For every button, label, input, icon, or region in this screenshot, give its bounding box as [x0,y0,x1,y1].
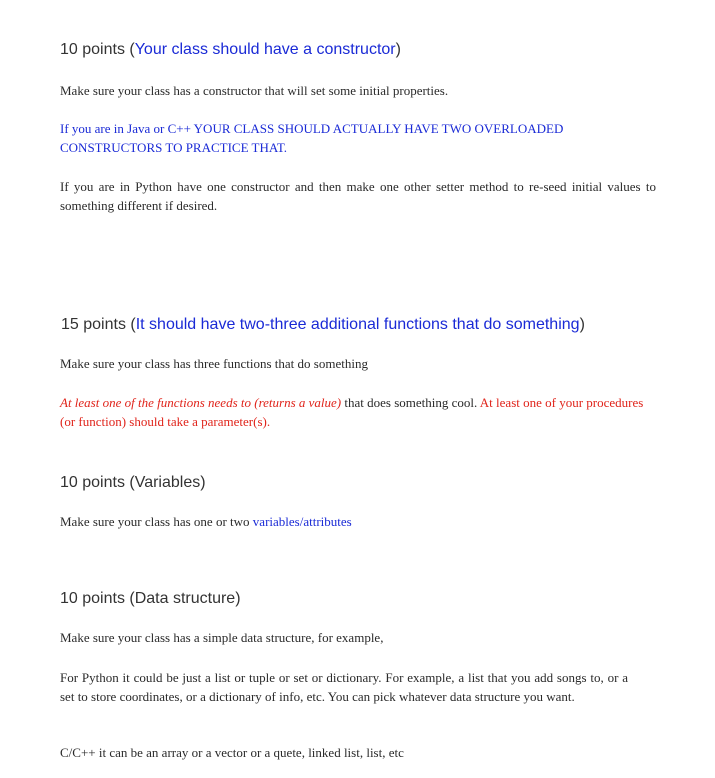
java-cpp-instruction: If you are in Java or C++ YOUR CLASS SHOULD ACTUALLY HAVE TWO OVERLOADED CONSTRUCTORS TO PRACTICE THAT. [60,121,564,155]
data-structure-instruction: Make sure your class has a simple data structure, for example, [60,630,384,645]
section-heading-functions [61,316,585,334]
constructor-instruction: Make sure your class has a constructor that will set some initial properties. [60,83,449,98]
heading-suffix: ) [395,41,401,58]
heading-suffix: ) [579,316,585,333]
functions-instruction: Make sure your class has three functions that do something [60,356,368,371]
variables-instruction [60,514,352,530]
cpp-data-structure-instruction: C/C++ it can be an array or a vector or a quete, linked list, list, etc [60,745,404,760]
plain-text: Make sure your class has one or two [60,514,253,529]
python-instruction: If you are in Python have one constructor and then make one other setter method to re-seed initial values to something different if desired. [60,179,656,213]
variables-attributes-highlight: variables/attributes [252,514,352,529]
section-heading-variables: 10 points (Variables) [60,474,206,491]
return-value-requirement: At least one of the functions needs to (returns a value) [60,395,342,410]
heading-prefix: 15 points ( [61,316,136,333]
heading-highlight: Your class should have a constructor [134,41,396,58]
heading-prefix: 10 points ( [60,41,135,58]
parameter-requirement: At least one of your procedures (or function) should take a parameter(s). [60,395,644,429]
section-heading-constructor [60,41,401,59]
plain-text: that does something cool. [341,395,480,410]
python-data-structure-instruction: For Python it could be just a list or tuple or set or dictionary. For example, a list that you add songs to, or a set to store coordinates, or a dictionary of info, etc. You can pick whatever data structure you want. [60,670,628,704]
heading-highlight: It should have two-three additional functions that do something [135,316,580,333]
functions-requirements [60,393,660,431]
section-heading-data-structure: 10 points (Data structure) [60,590,241,607]
